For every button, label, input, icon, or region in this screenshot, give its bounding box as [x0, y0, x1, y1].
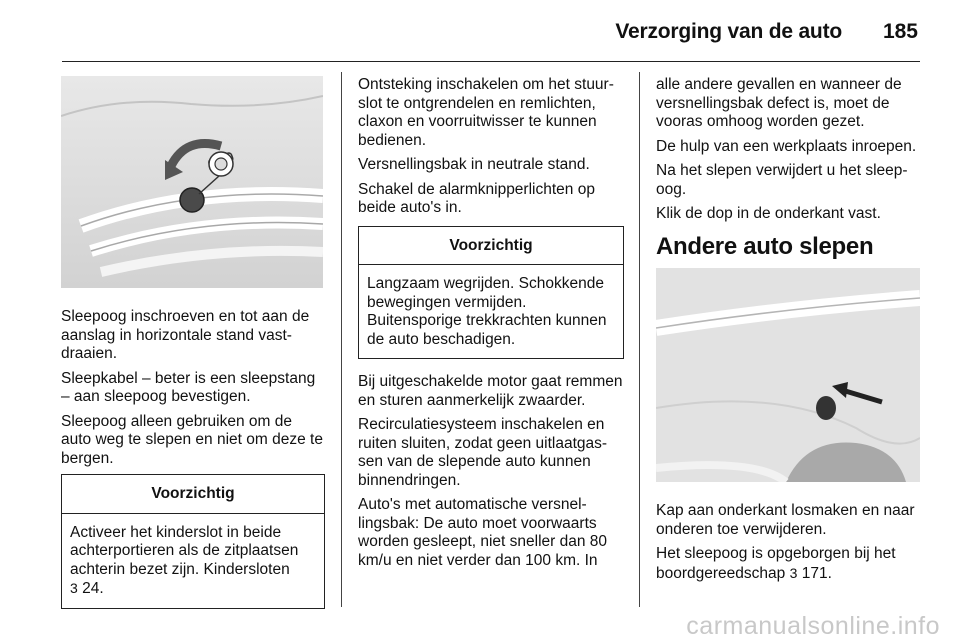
column-2 — [358, 76, 624, 576]
paragraph: Schakel de alarmknipperlichten op beide auto's in. — [358, 180, 595, 216]
caution-body — [62, 514, 324, 608]
page-reference: 24. — [82, 580, 104, 597]
paragraph: Ontsteking inschakelen om het stuurslot te ontgrendelen en remlichten, claxon en voorruitwisser te kunnen bedienen. — [358, 76, 614, 149]
paragraph: Recirculatiesysteem inschakelen en ruiten sluiten, zodat geen uitlaatgassen van de slepende auto kunnen binnendringen. — [358, 416, 608, 489]
paragraph: Auto's met automatische versnellingsbak: De auto moet voorwaarts worden gesleept, niet sneller dan 80 km/u en niet verder dan 100 km. In — [358, 496, 608, 569]
paragraph: Kap aan onderkant losmaken en naar onderen toe verwijderen. — [656, 502, 915, 538]
page-header — [0, 0, 960, 60]
page-title: Verzorging van de auto — [615, 20, 842, 43]
column-1 — [61, 76, 325, 623]
caution-title: Voorzichtig — [359, 227, 623, 266]
header-rule — [62, 61, 920, 62]
paragraph-text: Het sleepoog is opgeborgen bij het boordgereedschap — [656, 545, 896, 582]
column-divider-2 — [639, 72, 640, 607]
section-heading: Andere auto slepen — [656, 232, 874, 260]
paragraph — [656, 545, 922, 583]
paragraph: Na het slepen verwijdert u het sleepoog. — [656, 162, 908, 198]
caution-text: Activeer het kinderslot in beide achterportieren als de zitplaatsen achterin bezet zijn. Kindersloten — [70, 523, 299, 578]
page-number: 185 — [882, 20, 918, 43]
caution-box — [61, 474, 325, 609]
caution-title: Voorzichtig — [62, 475, 324, 514]
paragraph: De hulp van een werkplaats inroepen. — [656, 137, 917, 155]
tow-eye-rear-illustration — [656, 268, 920, 482]
paragraph: Sleepoog alleen gebruiken om de auto weg te slepen en niet om deze te bergen. — [61, 412, 323, 467]
caution-body: Langzaam wegrijden. Schokkende bewegingen vermijden. Buitensporige trekkrachten kunnen de auto beschadigen. — [367, 275, 607, 348]
column-3 — [656, 76, 922, 589]
paragraph: Sleepoog inschroeven en tot aan de aanslag in horizontale stand vastdraaien. — [61, 308, 310, 362]
caution-box — [358, 226, 624, 360]
paragraph: alle andere gevallen en wanneer de versnellingsbak defect is, moet de vooras omhoog worden gezet. — [656, 76, 902, 130]
page-reference: 171. — [801, 564, 832, 582]
column-divider-1 — [341, 72, 342, 607]
tow-eye-front-illustration — [61, 76, 323, 288]
paragraph: Sleepkabel – beter is een sleepstang – aan sleepoog bevestigen. — [61, 369, 316, 405]
watermark: carmanualsonline.info — [686, 612, 940, 640]
paragraph: Bij uitgeschakelde motor gaat remmen en sturen aanmerkelijk zwaarder. — [358, 373, 623, 409]
paragraph: Klik de dop in de onderkant vast. — [656, 205, 881, 222]
page-reference-icon: 3 — [70, 580, 78, 596]
page-reference-icon: 3 — [789, 564, 798, 581]
paragraph: Versnellingsbak in neutrale stand. — [358, 156, 590, 173]
